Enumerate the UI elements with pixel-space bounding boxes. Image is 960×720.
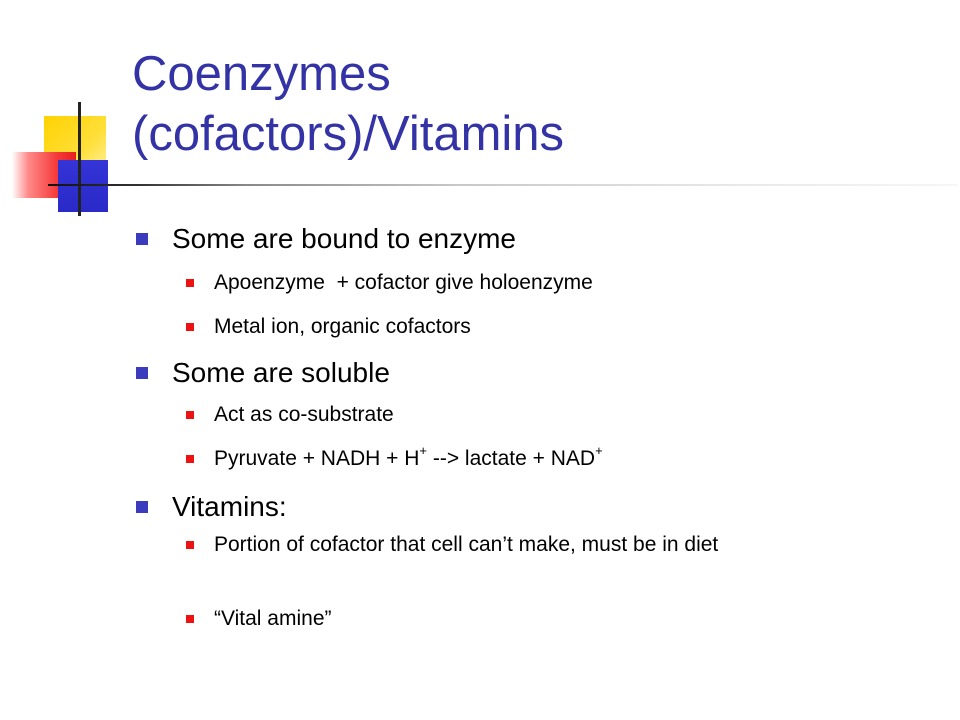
slide-title-line1: Coenzymes [132,47,391,101]
bullet-square-icon [136,367,148,379]
reaction-text-part2: --> lactate + NAD [427,447,596,470]
sub-bullet-item [214,402,934,427]
sub-bullet-item [214,443,934,471]
sub-bullet-text: Act as co-substrate [214,403,394,426]
sub-bullet-square-icon [186,541,194,549]
sub-bullet-text: Portion of cofactor that cell can’t make, must be in diet [214,533,719,556]
superscript-plus: + [595,443,603,458]
sub-bullet-square-icon [186,455,194,463]
superscript-plus: + [419,443,427,458]
bullet-item [172,222,516,256]
sub-bullet-square-icon [186,411,194,419]
bullet-text: Vitamins: [172,491,287,522]
sub-bullet-item [214,314,934,339]
bullet-text: Some are bound to enzyme [172,223,516,254]
bullet-item [172,490,287,524]
sub-bullet-text: “Vital amine” [214,607,332,630]
sub-bullet-item [214,532,934,557]
sub-bullet-square-icon [186,615,194,623]
sub-bullet-square-icon [186,279,194,287]
sub-bullet-item [214,606,934,631]
bullet-item [172,356,390,390]
bullet-square-icon [136,233,148,245]
slide-title-line2: (cofactors)/Vitamins [132,107,565,161]
bullet-square-icon [136,501,148,513]
sub-bullet-text: Apoenzyme + cofactor give holoenzyme [214,271,593,294]
bullet-text: Some are soluble [172,357,390,388]
sub-bullet-square-icon [186,323,194,331]
sub-bullet-text: Metal ion, organic cofactors [214,315,471,338]
sub-bullet-item [214,270,934,295]
reaction-text-part1: Pyruvate + NADH + H [214,447,420,470]
